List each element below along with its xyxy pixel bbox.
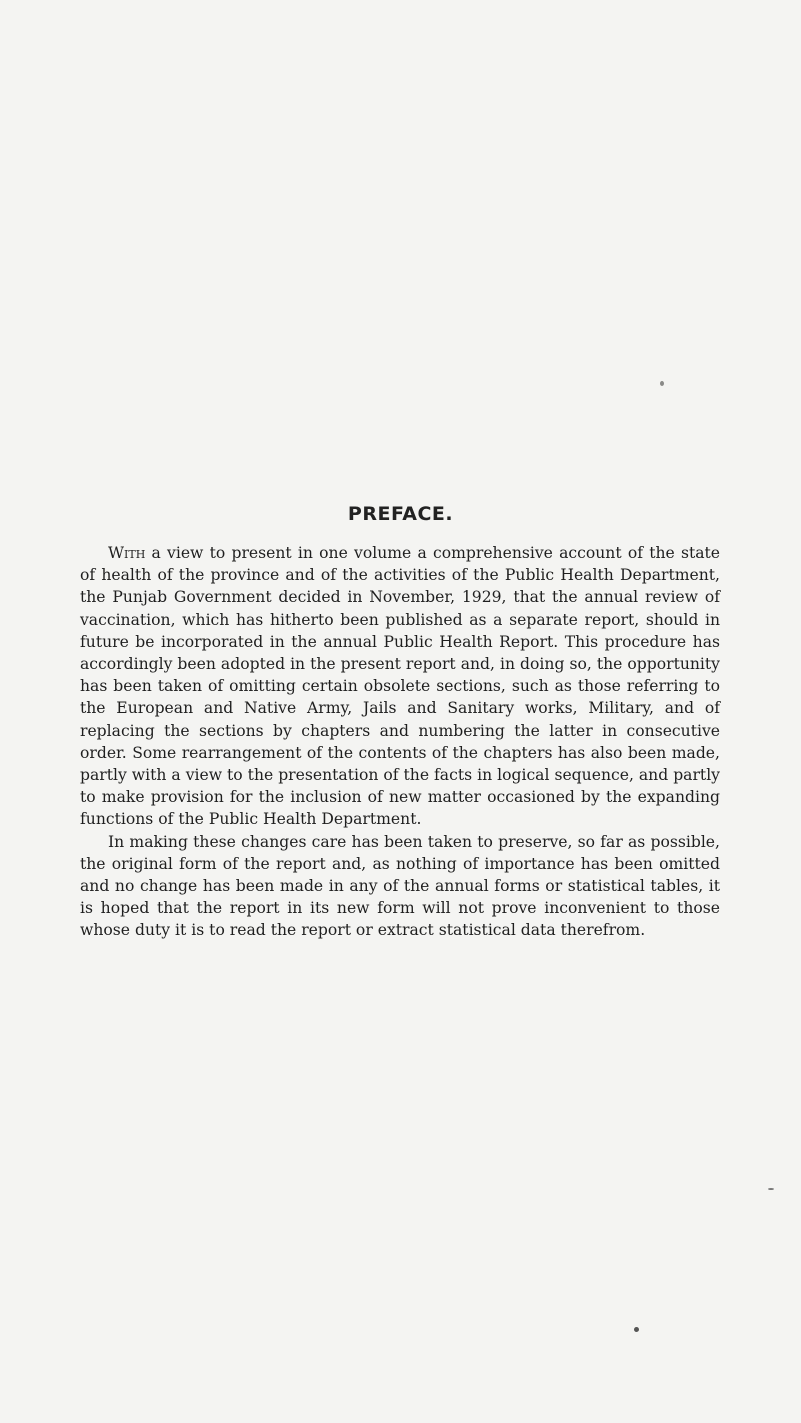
paper-speck [768,1188,774,1190]
page-title: PREFACE. [347,503,454,525]
paragraph-1 [80,542,720,831]
paragraph-1-text: a view to present in one volume a comprehensive account of the state of health of the province and of the activities of the Public Health Department, the Punjab Government decided in November, 1929, that the annual review of vaccination, which has hitherto been published as a separate report, should in future be incorporated in the annual Public Health Report. This procedure has accordingly been adopted in the present report and, in doing so, the opportunity has been taken of omitting certain obsolete sections, such as those referring to the European and Native Army, Jails and Sanitary works, Military, and of replacing the sections by chapters and numbering the latter in consecutive order. Some rearrangement of the contents of the chapters has also been made, partly with a view to the presentation of the facts in logical sequence, and partly to make provision for the inclusion of new matter occasioned by the expanding functions of the Public Health Department. [80,544,720,829]
paragraph-1-lead: With [108,544,146,562]
paragraph-2 [80,831,720,942]
paper-speck [634,1327,639,1332]
paper-speck [660,381,664,386]
preface-body [80,542,720,942]
paragraph-2-text: In making these changes care has been taken to preserve, so far as possible, the original form of the report and, as nothing of importance has been omitted and no change has been made in any of the annual forms or statistical tables, it is hoped that the report in its new form will not prove inconvenient to those whose duty it is to read the report or extract statistical data therefrom. [80,832,720,940]
